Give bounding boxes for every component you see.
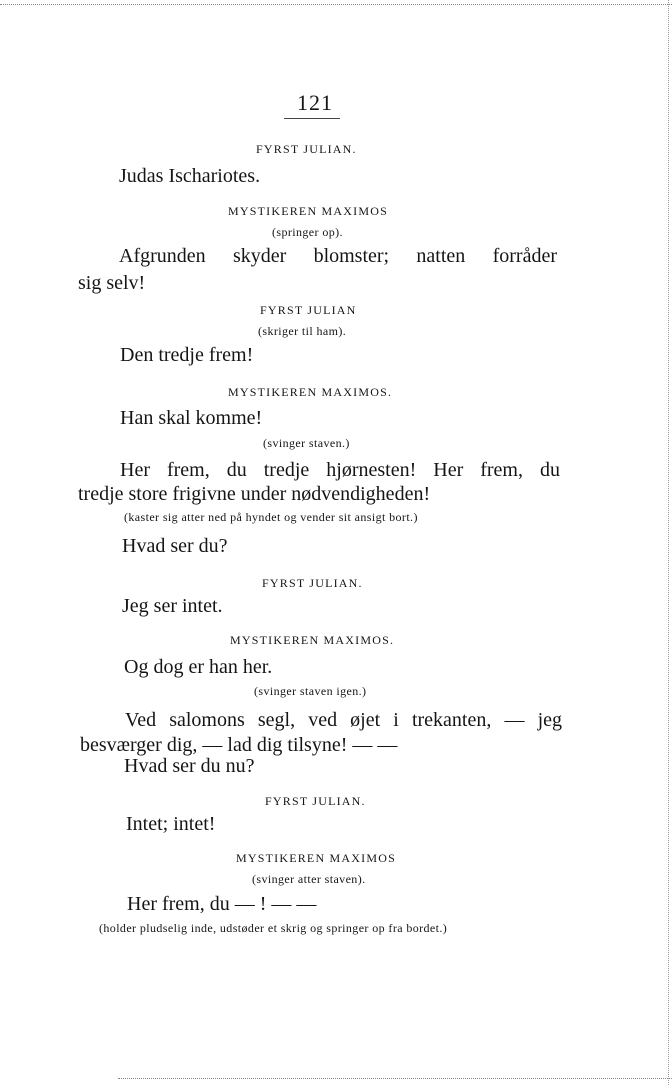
stage-direction: (svinger staven.) — [263, 436, 350, 450]
speech-line: Ved salomons segl, ved øjet i trekanten, — jeg — [125, 709, 562, 731]
speech-line: Han skal komme! — [120, 407, 263, 429]
stage-direction: (springer op). — [272, 225, 343, 239]
speech-line: Den tredje frem! — [120, 344, 254, 366]
stage-direction: (svinger staven igen.) — [254, 684, 367, 698]
speech-line: besværger dig, — lad dig tilsyne! — — — [80, 734, 398, 756]
speaker-heading: FYRST JULIAN. — [262, 576, 363, 590]
speech-line: Intet; intet! — [126, 813, 216, 835]
page-top-border — [0, 4, 672, 5]
speaker-heading: FYRST JULIAN. — [256, 142, 357, 156]
speaker-heading: MYSTIKEREN MAXIMOS. — [230, 633, 395, 647]
speech-line: Hvad ser du? — [122, 535, 228, 557]
speaker-heading: MYSTIKEREN MAXIMOS — [236, 851, 396, 865]
page-right-border — [668, 0, 669, 1085]
speaker-heading: MYSTIKEREN MAXIMOS — [228, 204, 388, 218]
speaker-heading: FYRST JULIAN. — [265, 794, 366, 808]
speech-line: Jeg ser intet. — [122, 595, 223, 617]
stage-direction: (skriger til ham). — [258, 324, 347, 338]
speech-line: Hvad ser du nu? — [124, 755, 255, 777]
speech-line: sig selv! — [78, 272, 146, 294]
page-number: 121 — [297, 90, 333, 115]
stage-direction: (holder pludselig inde, udstøder et skrig og springer op fra bordet.) — [99, 921, 448, 935]
speech-line: Her frem, du tredje hjørnesten! Her frem, du — [120, 459, 560, 481]
page-number-underline — [284, 118, 340, 119]
page-bottom-border — [118, 1078, 672, 1079]
speech-line: Og dog er han her. — [124, 656, 273, 678]
speech-line: Judas Ischariotes. — [119, 165, 261, 187]
speaker-heading: MYSTIKEREN MAXIMOS. — [228, 385, 393, 399]
speech-line: Her frem, du — ! — — — [127, 893, 317, 915]
stage-direction: (kaster sig atter ned på hyndet og vender sit ansigt bort.) — [124, 510, 418, 524]
speech-line: tredje store frigivne under nødvendigheden! — [78, 483, 431, 505]
stage-direction: (svinger atter staven). — [252, 872, 366, 886]
speech-line: Afgrunden skyder blomster; natten forråder — [119, 245, 557, 267]
speaker-heading: FYRST JULIAN — [260, 303, 357, 317]
